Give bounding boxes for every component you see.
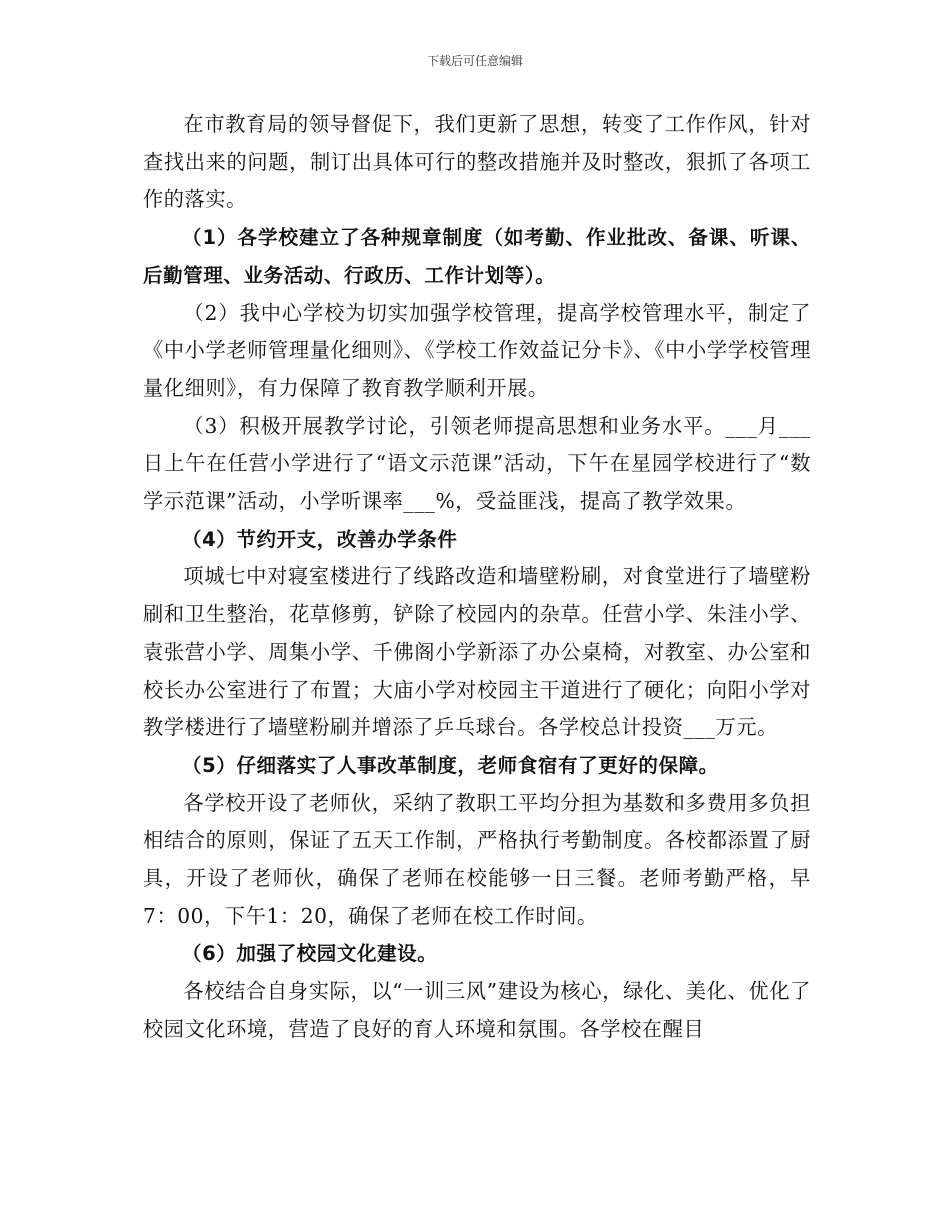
paragraph-item-6-body: 各校结合自身实际，以“一训三风”建设为核心，绿化、美化、优化了校园文化环境，营造了良好的育人环境和氛围。各学校在醒目 <box>143 979 811 1041</box>
heading-item-6: （6）加强了校园文化建设。 <box>182 942 438 966</box>
paragraph-item-2: （2）我中心学校为切实加强学校管理，提高学校管理水平，制定了《中小学老师管理量化细则》、《学校工作效益记分卡》、《中小学学校管理量化细则》，有力保障了教育教学顺利开展。 <box>143 300 811 400</box>
paragraph-intro: 在市教育局的领导督促下，我们更新了思想，转变了工作作风，针对查找出来的问题，制订出具体可行的整改措施并及时整改，狠抓了各项工作的落实。 <box>143 112 811 212</box>
document-body <box>143 106 811 1049</box>
page-header: 下载后可任意编辑 <box>426 54 523 68</box>
heading-item-4: （4）节约开支，改善办学条件 <box>182 527 458 551</box>
paragraph-item-4-body: 项城七中对寝室楼进行了线路改造和墙壁粉刷，对食堂进行了墙壁粉刷和卫生整治，花草修剪，铲除了校园内的杂草。任营小学、朱洼小学、袁张营小学、周集小学、千佛阁小学新添了办公桌椅，对教室、办公室和校长办公室进行了布置；大庙小学对校园主干道进行了硬化；向阳小学对教学楼进行了墙壁粉刷并增添了乒乓球台。各学校总计投资___万元。 <box>143 564 811 740</box>
heading-item-1: （1）各学校建立了各种规章制度（如考勤、作业批改、备课、听课、后勤管理、业务活动、行政历、工作计划等）。 <box>143 226 811 287</box>
paragraph-item-3: （3）积极开展教学讨论，引领老师提高思想和业务水平。___月___日上午在任营小学进行了“语文示范课”活动，下午在星园学校进行了“数学示范课”活动，小学听课率___%，受益匪浅，提高了教学效果。 <box>143 413 811 514</box>
heading-item-5: （5）仔细落实了人事改革制度，老师食宿有了更好的保障。 <box>182 753 719 777</box>
paragraph-item-5-body: 各学校开设了老师伙，采纳了教职工平均分担为基数和多费用多负担相结合的原则，保证了五天工作制，严格执行考勤制度。各校都添置了厨具，开设了老师伙，确保了老师在校能够一日三餐。老师考勤严格，早7：00，下午1：20，确保了老师在校工作时间。 <box>143 790 811 928</box>
